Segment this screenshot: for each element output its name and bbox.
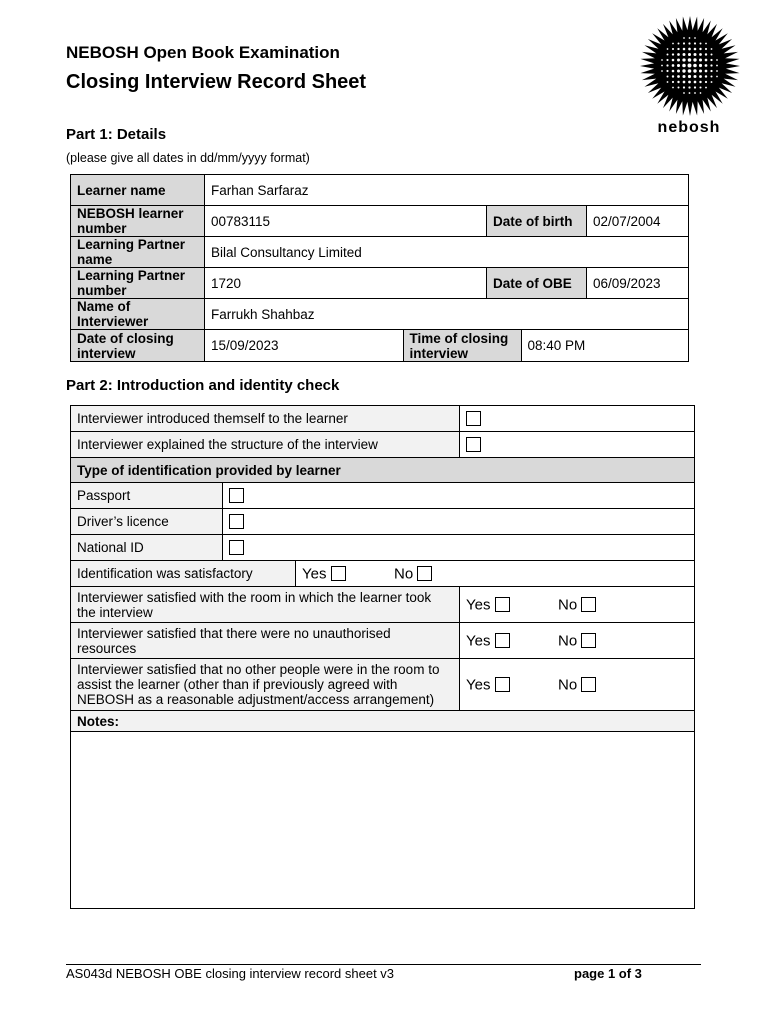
people-row-label: Interviewer satisfied that no other people were in the room to assist the learner (other than if previously agreed with NEBOSH as a reasonable adjustment/access arrangement): [71, 659, 460, 711]
notes-field[interactable]: [71, 732, 695, 909]
learner-name-field[interactable]: Farhan Sarfaraz: [205, 175, 689, 206]
id-yes-checkbox[interactable]: [331, 566, 346, 581]
intro-checkbox[interactable]: [466, 411, 481, 426]
learner-name-label: Learner name: [71, 175, 205, 206]
id-type-header: Type of identification provided by learner: [71, 458, 695, 483]
passport-checkbox[interactable]: [229, 488, 244, 503]
footer-doc-ref: AS043d NEBOSH OBE closing interview record sheet v3: [66, 966, 395, 981]
room-yes-label: Yes: [466, 596, 491, 614]
interviewer-label: Name of Interviewer: [71, 299, 205, 330]
part1-heading: Part 1: Details: [66, 126, 167, 143]
closing-time-field[interactable]: 08:40 PM: [521, 330, 688, 361]
intro-row-label: Interviewer introduced themself to the learner: [71, 406, 460, 432]
page-title: Closing Interview Record Sheet: [66, 71, 367, 93]
drivers-licence-label: Driver’s licence: [71, 509, 223, 535]
people-no-checkbox[interactable]: [581, 677, 596, 692]
footer-divider: [66, 964, 701, 965]
lp-number-field[interactable]: 1720: [205, 268, 487, 299]
id-no-checkbox[interactable]: [417, 566, 432, 581]
room-no-checkbox[interactable]: [581, 597, 596, 612]
dob-label: Date of birth: [487, 206, 587, 237]
lp-name-label: Learning Partner name: [71, 237, 205, 268]
identity-check-table: [70, 405, 695, 909]
resources-yes-checkbox[interactable]: [495, 633, 510, 648]
lp-number-label: Learning Partner number: [71, 268, 205, 299]
learner-number-field[interactable]: 00783115: [205, 206, 487, 237]
room-no-label: No: [558, 596, 578, 614]
structure-checkbox[interactable]: [466, 437, 481, 452]
closing-time-label: Time of closing interview: [403, 330, 521, 361]
org-title: NEBOSH Open Book Examination: [66, 43, 340, 62]
resources-row-label: Interviewer satisfied that there were no unauthorised resources: [71, 623, 460, 659]
interviewer-field[interactable]: Farrukh Shahbaz: [205, 299, 689, 330]
learner-number-label: NEBOSH learner number: [71, 206, 205, 237]
id-yes-label: Yes: [302, 565, 327, 583]
part2-heading: Part 2: Introduction and identity check: [66, 377, 340, 394]
dob-field[interactable]: 02/07/2004: [587, 206, 689, 237]
people-yes-label: Yes: [466, 676, 491, 694]
resources-yes-label: Yes: [466, 632, 491, 650]
footer-page-number: page 1 of 3: [574, 966, 642, 981]
national-id-checkbox[interactable]: [229, 540, 244, 555]
date-format-note: (please give all dates in dd/mm/yyyy format): [66, 151, 310, 165]
obe-date-label: Date of OBE: [487, 268, 587, 299]
lp-name-field[interactable]: Bilal Consultancy Limited: [205, 237, 689, 268]
closing-date-field[interactable]: 15/09/2023: [205, 330, 403, 361]
id-satisfactory-label: Identification was satisfactory: [71, 561, 296, 587]
closing-date-label: Date of closing interview: [71, 330, 205, 362]
details-table: [70, 174, 689, 362]
closing-row: [205, 330, 688, 361]
obe-date-field[interactable]: 06/09/2023: [587, 268, 689, 299]
room-yes-checkbox[interactable]: [495, 597, 510, 612]
people-yes-checkbox[interactable]: [495, 677, 510, 692]
room-row-label: Interviewer satisfied with the room in which the learner took the interview: [71, 587, 460, 623]
resources-no-label: No: [558, 632, 578, 650]
notes-label: Notes:: [71, 711, 695, 732]
passport-label: Passport: [71, 483, 223, 509]
national-id-label: National ID: [71, 535, 223, 561]
people-no-label: No: [558, 676, 578, 694]
logo-text: nebosh: [657, 119, 721, 136]
resources-no-checkbox[interactable]: [581, 633, 596, 648]
id-no-label: No: [394, 565, 414, 583]
structure-row-label: Interviewer explained the structure of the interview: [71, 432, 460, 458]
drivers-licence-checkbox[interactable]: [229, 514, 244, 529]
